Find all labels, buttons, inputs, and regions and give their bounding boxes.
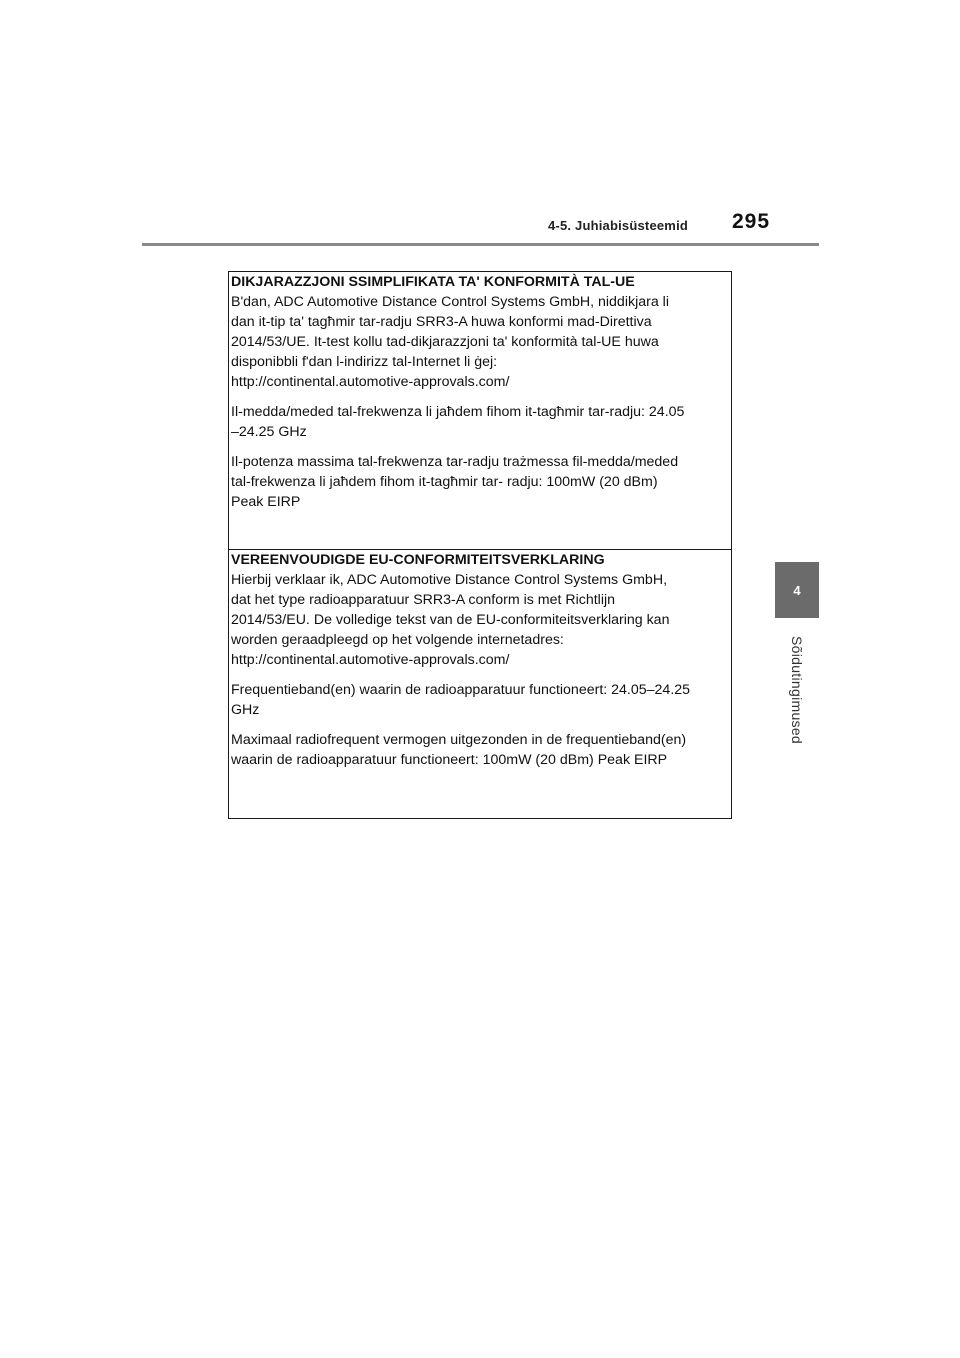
dutch-paragraph-3: Maximaal radiofrequent vermogen uitgezonden in de frequentieband(en) waarin de radioapparatuur functioneert: 100mW (20 dBm) Peak EIRP bbox=[231, 732, 687, 768]
maltese-url: http://continental.automotive-approvals.com/ bbox=[231, 374, 510, 390]
chapter-title: Sõidutingimused bbox=[789, 635, 805, 745]
dutch-paragraph-2: Frequentieband(en) waarin de radioapparatuur functioneert: 24.05–24.25 GHz bbox=[231, 682, 691, 718]
conformity-declaration-box bbox=[228, 271, 732, 819]
chapter-tab bbox=[775, 562, 819, 618]
maltese-declaration bbox=[229, 272, 731, 522]
dutch-declaration bbox=[229, 550, 731, 780]
header-divider bbox=[142, 243, 819, 246]
maltese-heading: DIKJARAZZJONI SSIMPLIFIKATA TA' KONFORMITÀ TAL-UE bbox=[231, 274, 635, 290]
maltese-paragraph-1: B'dan, ADC Automotive Distance Control Systems GmbH, niddikjara li dan it-tip ta' tagħmir tar-radju SRR3-A huwa konformi mad-Direttiva 2014/53/UE. It-test kollu tad-dikjarazzjoni ta' konformità tal-UE huwa disponibbli f'dan l-indirizz tal-Internet li ġej: http://continental.automotive-approvals.com/ bbox=[231, 294, 669, 390]
page-number: 295 bbox=[732, 210, 771, 233]
dutch-paragraph-1: Hierbij verklaar ik, ADC Automotive Distance Control Systems GmbH, dat het type radioapparatuur SRR3-A conform is met Richtlijn 2014/53/EU. De volledige tekst van de EU-conformiteitsverklaring kan worden geraadpleegd op het volgende internetadres: http://continental.automotive-approvals.com/ bbox=[231, 572, 670, 668]
chapter-number: 4 bbox=[793, 582, 801, 598]
section-title: 4-5. Juhiabisüsteemid bbox=[548, 218, 689, 233]
maltese-paragraph-2: Il-medda/meded tal-frekwenza li jaħdem fihom it-tagħmir tar-radju: 24.05 –24.25 GHz bbox=[231, 404, 685, 440]
dutch-url: http://continental.automotive-approvals.com/ bbox=[231, 652, 510, 668]
dutch-heading: VEREENVOUDIGDE EU-CONFORMITEITSVERKLARING bbox=[231, 552, 605, 568]
maltese-paragraph-3: Il-potenza massima tal-frekwenza tar-radju trażmessa fil-medda/meded tal-frekwenza li jaħdem fihom it-tagħmir tar- radju: 100mW (20 dBm) Peak EIRP bbox=[231, 454, 679, 510]
